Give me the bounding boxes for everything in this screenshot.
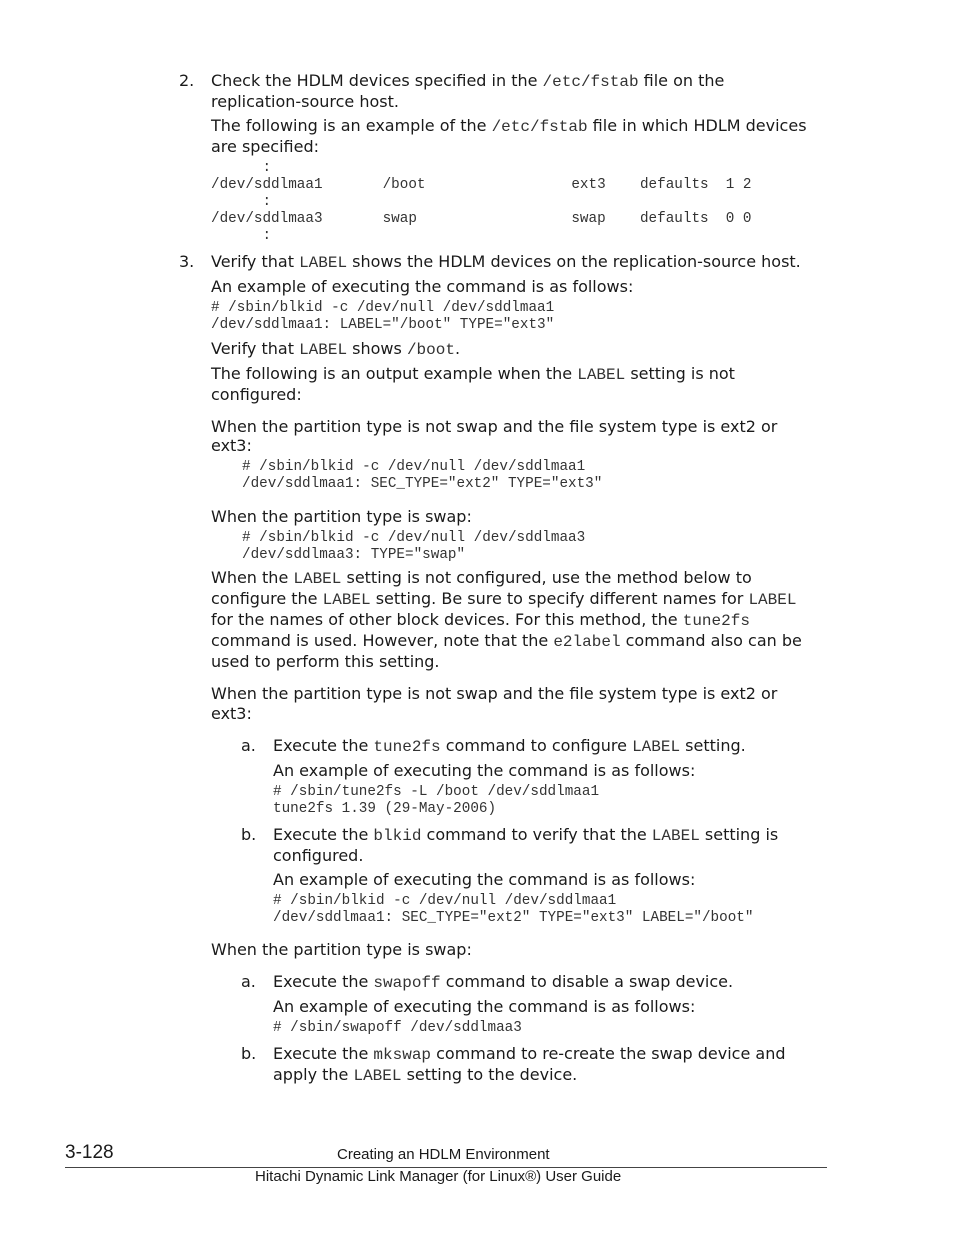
paragraph: The following is an output example when the LABEL setting is not [211, 364, 735, 384]
step-number: 2. [179, 71, 195, 90]
paragraph: An example of executing the command is as follows: [211, 277, 634, 296]
paragraph: An example of executing the command is as follows: [273, 870, 696, 889]
substep-letter: a. [241, 736, 256, 755]
paragraph: When the partition type is not swap and the file system type is ext2 or [211, 684, 778, 703]
paragraph: When the LABEL setting is not configured, use the method below to [211, 568, 752, 588]
paragraph: command is used. However, note that the e2label command also can be [211, 631, 802, 651]
code-block: # /sbin/swapoff /dev/sddlmaa3 [273, 1020, 522, 1036]
paragraph: replication-source host. [211, 92, 399, 111]
paragraph: configured. [273, 846, 364, 865]
step-number: 3. [179, 252, 195, 271]
paragraph: are specified: [211, 137, 320, 156]
paragraph: ext3: [211, 704, 252, 723]
paragraph: used to perform this setting. [211, 652, 440, 671]
code-block: # /sbin/blkid -c /dev/null /dev/sddlmaa3 /dev/sddlmaa3: TYPE="swap" [242, 530, 586, 563]
paragraph: When the partition type is swap: [211, 507, 472, 526]
paragraph: An example of executing the command is as follows: [273, 761, 696, 780]
paragraph: Execute the tune2fs command to configure LABEL setting. [273, 736, 746, 756]
paragraph: Verify that LABEL shows /boot. [211, 339, 461, 359]
paragraph: Verify that LABEL shows the HDLM devices on the replication-source host. [211, 252, 801, 272]
paragraph: When the partition type is swap: [211, 940, 472, 959]
substep-letter: a. [241, 972, 256, 991]
inline-code: /etc/fstab [491, 118, 588, 136]
book-title: Hitachi Dynamic Link Manager (for Linux®) User Guide [255, 1168, 622, 1185]
substep-letter: b. [241, 1044, 257, 1063]
paragraph: ext3: [211, 436, 252, 455]
inline-code: /etc/fstab [542, 73, 639, 91]
paragraph: configured: [211, 385, 302, 404]
code-block: # /sbin/tune2fs -L /boot /dev/sddlmaa1 tune2fs 1.39 (29-May-2006) [273, 784, 600, 817]
paragraph: Execute the blkid command to verify that the LABEL setting is [273, 825, 779, 845]
fstab-example: : /dev/sddlmaa1 /boot ext3 defaults 1 2 : /dev/sddlmaa3 swap swap defaults 0 0 : [211, 160, 752, 244]
paragraph: The following is an example of the /etc/fstab file in which HDLM devices [211, 116, 807, 136]
code-block: # /sbin/blkid -c /dev/null /dev/sddlmaa1 /dev/sddlmaa1: LABEL="/boot" TYPE="ext3" [211, 300, 555, 333]
paragraph: for the names of other block devices. For this method, the tune2fs [211, 610, 750, 630]
chapter-title: Creating an HDLM Environment [337, 1146, 550, 1163]
paragraph: Check the HDLM devices specified in the /etc/fstab file on the [211, 71, 725, 91]
substep-letter: b. [241, 825, 257, 844]
paragraph: apply the LABEL setting to the device. [273, 1065, 578, 1085]
paragraph: An example of executing the command is as follows: [273, 997, 696, 1016]
paragraph: Execute the mkswap command to re-create the swap device and [273, 1044, 786, 1064]
paragraph: Execute the swapoff command to disable a swap device. [273, 972, 734, 992]
code-block: # /sbin/blkid -c /dev/null /dev/sddlmaa1 /dev/sddlmaa1: SEC_TYPE="ext2" TYPE="ext3" LABEL="/boot" [273, 893, 754, 926]
code-block: # /sbin/blkid -c /dev/null /dev/sddlmaa1 /dev/sddlmaa1: SEC_TYPE="ext2" TYPE="ext3" [242, 459, 603, 492]
page-number: 3-128 [65, 1142, 114, 1163]
paragraph: configure the LABEL setting. Be sure to specify different names for LABEL [211, 589, 797, 609]
paragraph: When the partition type is not swap and the file system type is ext2 or [211, 417, 778, 436]
